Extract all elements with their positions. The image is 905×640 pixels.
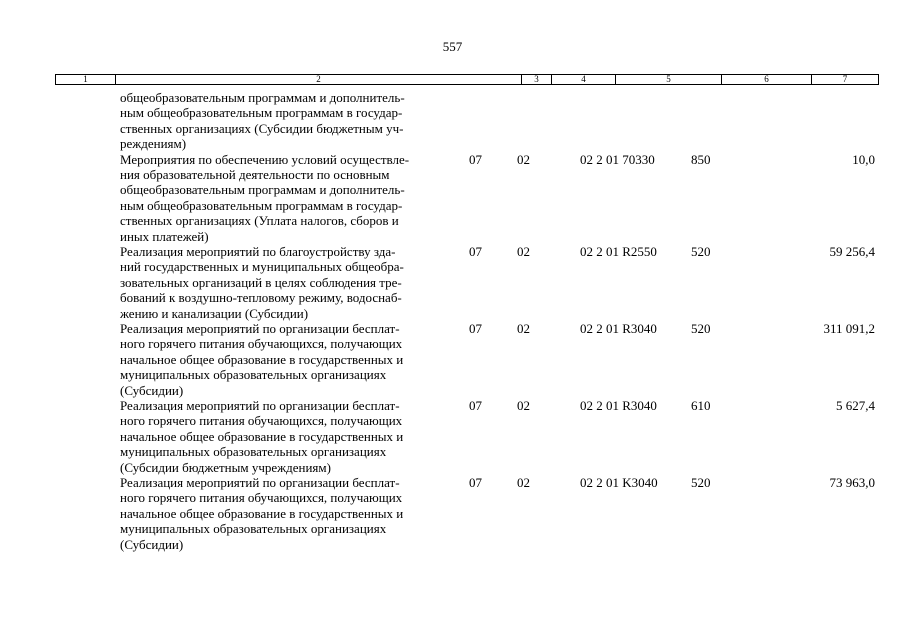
row-description — [120, 475, 465, 552]
amount: 5 627,4 — [836, 397, 875, 413]
target-article-code: 02 2 01 R3040 — [580, 320, 657, 336]
description-line: муниципальных образовательных организациях — [120, 367, 387, 383]
section-code: 07 — [469, 320, 482, 336]
row-description — [120, 398, 465, 475]
description-line: жению и канализации (Субсидии) — [120, 305, 309, 321]
table-header — [55, 74, 879, 85]
description-line: Реализация мероприятий по благоустройству зда- — [120, 243, 396, 259]
description-line: ным общеобразовательным программам в государ- — [120, 105, 403, 121]
header-col-4: 4 — [552, 75, 616, 84]
expense-type-code: 610 — [691, 397, 711, 413]
description-line: Реализация мероприятий по организации бесплат- — [120, 474, 400, 490]
target-article-code: 02 2 01 K3040 — [580, 474, 658, 490]
description-line: общеобразовательным программам и дополнитель- — [120, 90, 405, 105]
description-line: (Субсидии) — [120, 382, 184, 398]
expense-type-code: 850 — [691, 151, 711, 167]
row-description — [120, 152, 465, 244]
amount: 73 963,0 — [829, 474, 875, 490]
table-row — [0, 475, 905, 552]
table-row — [0, 321, 905, 398]
header-col-1: 1 — [56, 75, 116, 84]
table-row — [0, 152, 905, 244]
description-line: общеобразовательным программам и дополнитель- — [120, 182, 405, 198]
description-line: (Субсидии) — [120, 536, 184, 552]
amount: 10,0 — [852, 151, 875, 167]
description-line: иных платежей) — [120, 228, 209, 244]
expense-type-code: 520 — [691, 243, 711, 259]
row-description — [120, 90, 465, 152]
row-description — [120, 321, 465, 398]
subsection-code: 02 — [517, 243, 530, 259]
target-article-code: 02 2 01 R3040 — [580, 397, 657, 413]
table-row — [0, 90, 905, 152]
description-line: начальное общее образование в государственных и — [120, 428, 404, 444]
table-row — [0, 398, 905, 475]
description-line: ственных организациях (Субсидии бюджетным уч- — [120, 120, 404, 136]
description-line: зовательных организаций в целях соблюдения тре- — [120, 274, 402, 290]
description-line: муниципальных образовательных организациях — [120, 444, 387, 460]
description-line: ственных организациях (Уплата налогов, сборов и — [120, 213, 399, 229]
description-line: бований к воздушно-тепловому режиму, водоснаб- — [120, 290, 402, 306]
page-number: 557 — [442, 39, 463, 54]
subsection-code: 02 — [517, 320, 530, 336]
description-line: начальное общее образование в государственных и — [120, 351, 404, 367]
description-line: муниципальных образовательных организациях — [120, 521, 387, 537]
expense-type-code: 520 — [691, 320, 711, 336]
description-line: Реализация мероприятий по организации бесплат- — [120, 320, 400, 336]
description-line: ного горячего питания обучающихся, получающих — [120, 413, 403, 429]
header-col-2: 2 — [116, 75, 522, 84]
description-line: ния образовательной деятельности по основным — [120, 167, 390, 182]
table-row — [0, 244, 905, 321]
description-line: ного горячего питания обучающихся, получающих — [120, 336, 403, 352]
section-code: 07 — [469, 397, 482, 413]
section-code: 07 — [469, 474, 482, 490]
description-line: Реализация мероприятий по организации бесплат- — [120, 397, 400, 413]
row-description — [120, 244, 465, 321]
header-col-6: 6 — [722, 75, 812, 84]
description-line: ний государственных и муниципальных общеобра- — [120, 259, 404, 275]
subsection-code: 02 — [517, 397, 530, 413]
description-line: Мероприятия по обеспечению условий осуществле- — [120, 151, 410, 167]
description-line: реждениям) — [120, 136, 187, 152]
description-line: (Субсидии бюджетным учреждениям) — [120, 459, 331, 475]
header-col-7: 7 — [842, 74, 848, 84]
description-line: ным общеобразовательным программам в государ- — [120, 197, 403, 213]
section-code: 07 — [469, 243, 482, 259]
expense-type-code: 520 — [691, 474, 711, 490]
section-code: 07 — [469, 151, 482, 167]
table-body — [0, 90, 905, 552]
amount: 59 256,4 — [829, 243, 875, 259]
amount: 311 091,2 — [823, 320, 875, 336]
header-col-5: 5 — [616, 75, 722, 84]
description-line: начальное общее образование в государственных и — [120, 505, 404, 521]
subsection-code: 02 — [517, 474, 530, 490]
subsection-code: 02 — [517, 151, 530, 167]
description-line: ного горячего питания обучающихся, получающих — [120, 490, 403, 506]
target-article-code: 02 2 01 70330 — [580, 151, 655, 167]
target-article-code: 02 2 01 R2550 — [580, 243, 657, 259]
header-col-3: 3 — [522, 75, 552, 84]
